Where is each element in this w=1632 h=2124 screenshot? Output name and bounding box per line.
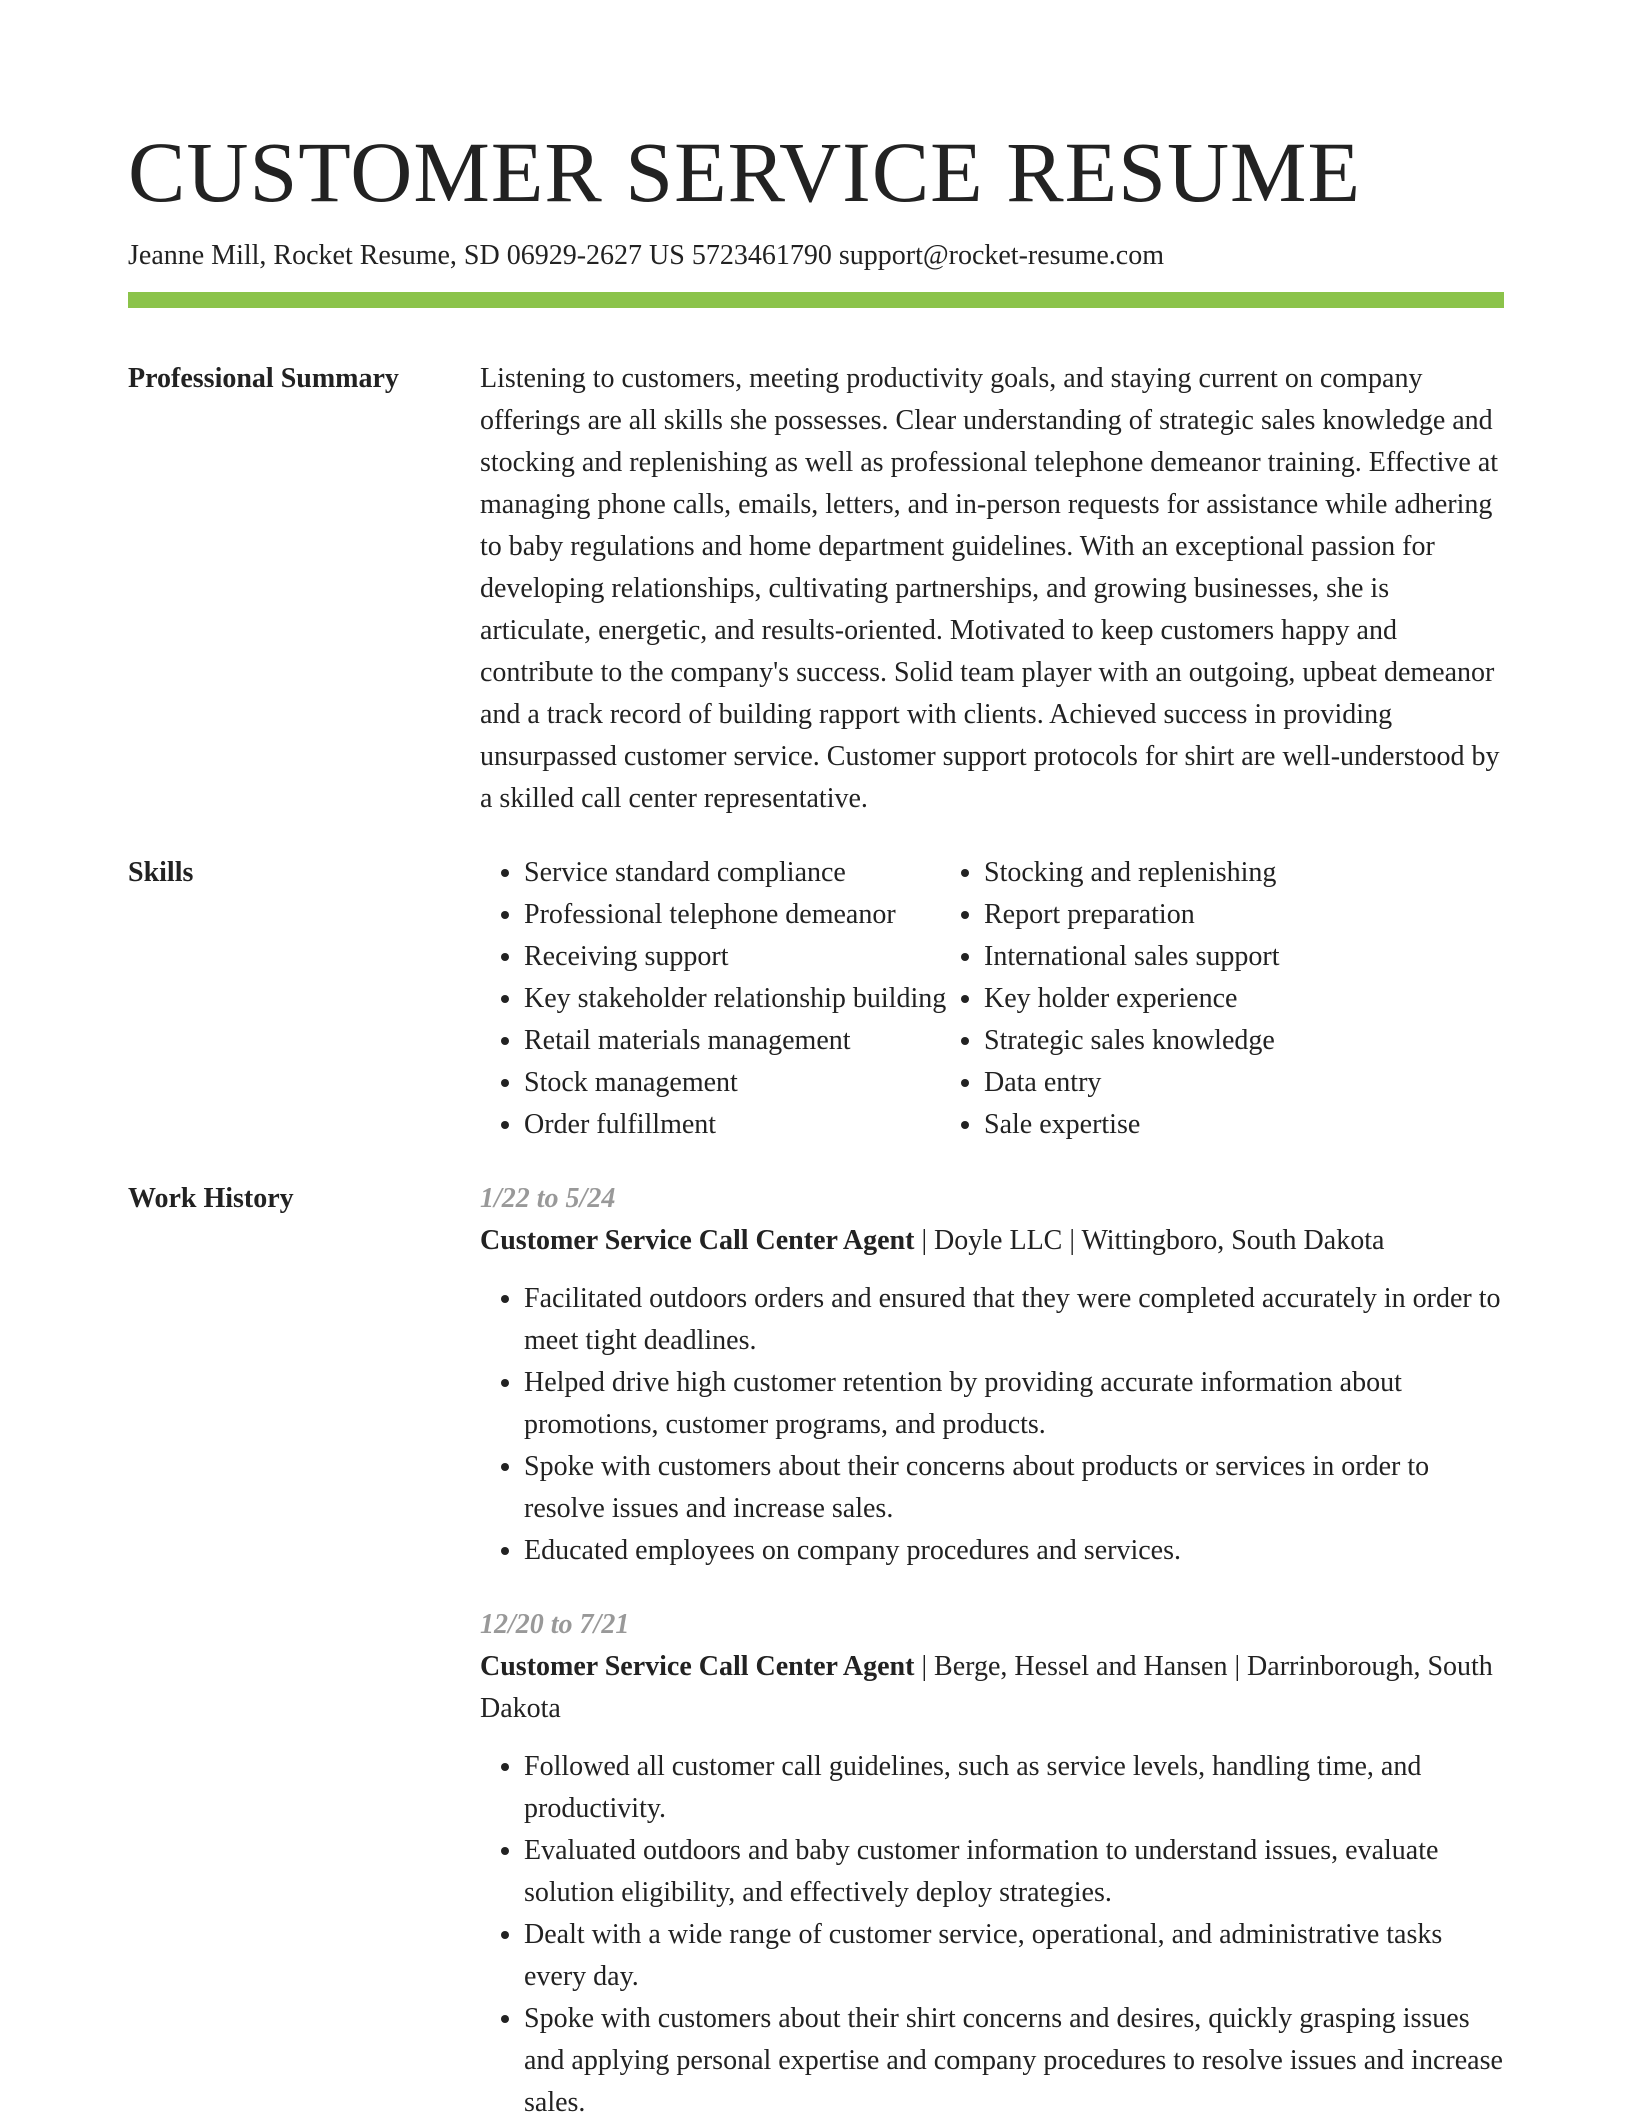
job-bullets xyxy=(480,1278,1504,1572)
job-bullet: • Spoke with customers about their concerns about products or services in order to resolve issues and increase sales. xyxy=(524,1446,1504,1530)
skill-item: • Professional telephone demeanor xyxy=(524,894,940,936)
work-history-body xyxy=(480,1178,1504,2124)
job-dates: 1/22 to 5/24 xyxy=(480,1183,616,1214)
skill-item: • Retail materials management xyxy=(524,1020,940,1062)
job-bullet: • Evaluated outdoors and baby customer information to understand issues, evaluate solution eligibility, and effectively deploy strategies. xyxy=(524,1830,1504,1914)
section-label-work-history: Work History xyxy=(128,1183,294,1214)
job-bullet: • Followed all customer call guidelines, such as service levels, handling time, and productivity. xyxy=(524,1746,1504,1830)
contact-line: Jeanne Mill, Rocket Resume, SD 06929-2627 US 5723461790 support@rocket-resume.com xyxy=(128,240,1164,271)
skill-item: • Report preparation xyxy=(984,894,1504,936)
job-title: Customer Service Call Center Agent xyxy=(480,1651,915,1682)
skills-section xyxy=(128,852,1504,1146)
skill-item: • Strategic sales knowledge xyxy=(984,1020,1504,1062)
skill-item: • Stocking and replenishing xyxy=(984,852,1504,894)
job-bullet: • Helped drive high customer retention by providing accurate information about promotions, customer programs, and products. xyxy=(524,1362,1504,1446)
skills-grid xyxy=(480,852,1504,1146)
summary-text: Listening to customers, meeting productivity goals, and staying current on company offerings are all skills she possesses. Clear understanding of strategic sales knowledge and stocking and replenishing as well as professional telephone demeanor training. Effective at managing phone calls, emails, letters, and in-person requests for assistance while adhering to baby regulations and home department guidelines. With an exceptional passion for developing relationships, cultivating partnerships, and growing businesses, she is articulate, energetic, and results-oriented. Motivated to keep customers happy and contribute to the company's success. Solid team player with an outgoing, upbeat demeanor and a track record of building rapport with clients. Achieved success in providing unsurpassed customer service. Customer support protocols for shirt are well-understood by a skilled call center representative. xyxy=(480,363,1500,814)
job-bullet: • Dealt with a wide range of customer service, operational, and administrative tasks every day. xyxy=(524,1914,1504,1998)
job-entry xyxy=(480,1604,1504,2124)
skill-item: • Data entry xyxy=(984,1062,1504,1104)
skill-item: • Receiving support xyxy=(524,936,940,978)
resume-title: CUSTOMER SERVICE RESUME xyxy=(128,124,1362,220)
job-bullet: • Facilitated outdoors orders and ensured that they were completed accurately in order to meet tight deadlines. xyxy=(524,1278,1504,1362)
work-history-section xyxy=(128,1178,1504,2124)
skill-item: • Key holder experience xyxy=(984,978,1504,1020)
job-dates: 12/20 to 7/21 xyxy=(480,1609,630,1640)
job-bullet: • Spoke with customers about their shirt concerns and desires, quickly grasping issues and applying personal expertise and company procedures to resolve issues and increase sales. xyxy=(524,1998,1504,2124)
job-entry xyxy=(480,1178,1504,1572)
skills-column-right xyxy=(940,852,1504,1146)
job-heading xyxy=(480,1220,1504,1262)
skills-column-left xyxy=(480,852,947,1146)
job-bullet: • Educated employees on company procedures and services. xyxy=(524,1530,1504,1572)
skill-item: • Sale expertise xyxy=(984,1104,1504,1146)
job-details: | Berge, Hessel and Hansen | Darrinborough, South Dakota xyxy=(480,1651,1493,1724)
skill-item: • International sales support xyxy=(984,936,1504,978)
job-title: Customer Service Call Center Agent xyxy=(480,1225,915,1256)
section-label-summary: Professional Summary xyxy=(128,363,399,394)
section-label-skills: Skills xyxy=(128,857,194,888)
job-bullets xyxy=(480,1746,1504,2124)
skill-item: • Order fulfillment xyxy=(524,1104,940,1146)
resume-page xyxy=(128,0,1504,2124)
job-heading xyxy=(480,1646,1504,1730)
skill-item: • Service standard compliance xyxy=(524,852,940,894)
skill-item: • Key stakeholder relationship building xyxy=(524,978,940,1020)
accent-divider xyxy=(128,292,1504,308)
summary-body xyxy=(480,358,1504,820)
job-details: | Doyle LLC | Wittingboro, South Dakota xyxy=(914,1225,1385,1256)
skill-item: • Stock management xyxy=(524,1062,940,1104)
professional-summary-section xyxy=(128,358,1504,820)
